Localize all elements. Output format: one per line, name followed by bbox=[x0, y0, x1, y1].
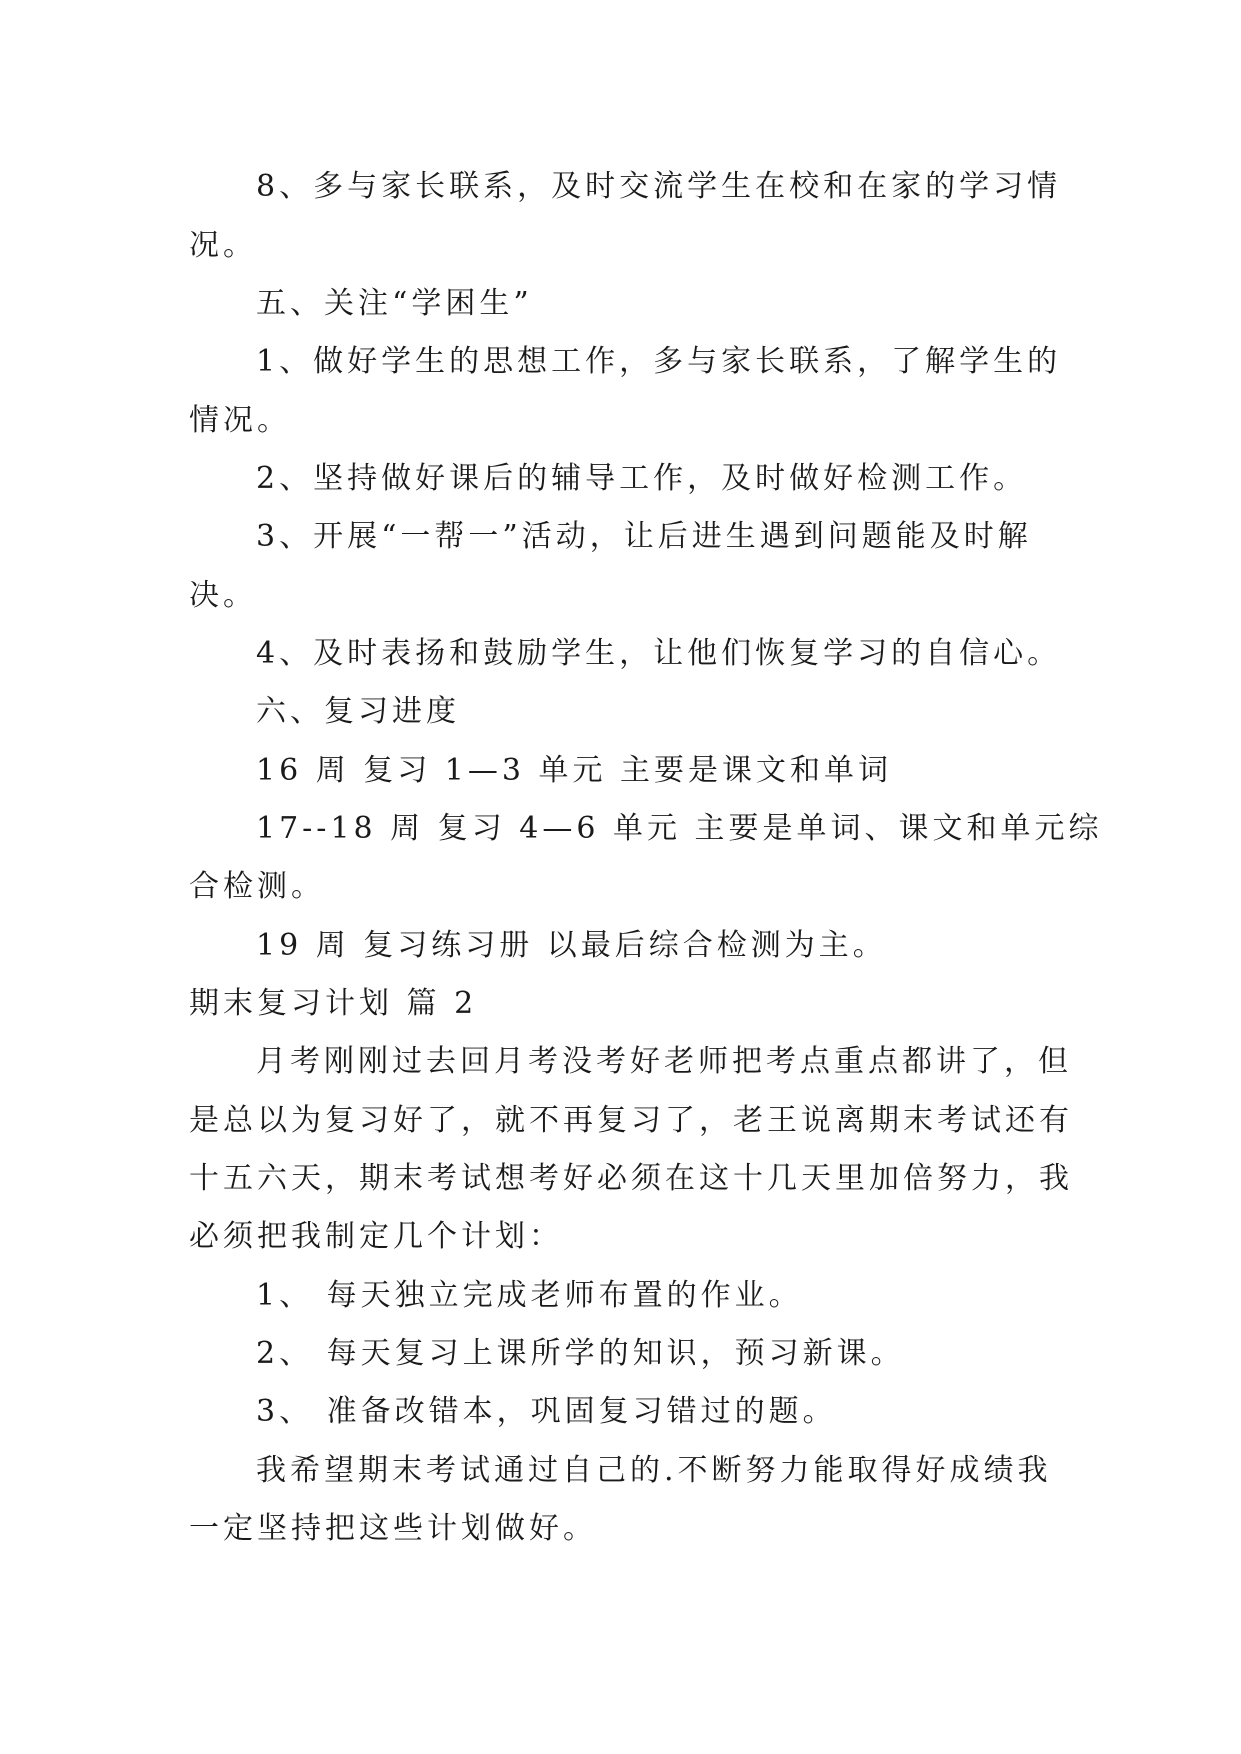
paragraph-line: 况。 bbox=[189, 228, 257, 263]
paragraph-line: 一定坚持把这些计划做好。 bbox=[189, 1511, 597, 1546]
paragraph-line: 1、做好学生的思想工作，多与家长联系，了解学生的 bbox=[256, 344, 1062, 379]
paragraph-line: 4、及时表扬和鼓励学生，让他们恢复学习的自信心。 bbox=[256, 636, 1062, 671]
paragraph-line: 我希望期末考试通过自己的.不断努力能取得好成绩我 bbox=[256, 1453, 1052, 1488]
paragraph-line: 必须把我制定几个计划： bbox=[189, 1219, 563, 1254]
list-item: 2、 每天复习上课所学的知识，预习新课。 bbox=[256, 1336, 905, 1371]
schedule-line: 合检测。 bbox=[189, 869, 325, 904]
list-item: 3、 准备改错本，巩固复习错过的题。 bbox=[256, 1394, 837, 1429]
list-item: 1、 每天独立完成老师布置的作业。 bbox=[256, 1278, 803, 1313]
schedule-line: 16 周 复习 1—3 单元 主要是课文和单词 bbox=[256, 753, 893, 788]
section-heading: 六、复习进度 bbox=[256, 694, 460, 729]
paragraph-line: 2、坚持做好课后的辅导工作，及时做好检测工作。 bbox=[256, 461, 1028, 496]
article-title: 期末复习计划 篇 2 bbox=[189, 986, 478, 1021]
paragraph-line: 3、开展“一帮一”活动，让后进生遇到问题能及时解 bbox=[256, 519, 1032, 554]
paragraph-line: 8、多与家长联系，及时交流学生在校和在家的学习情 bbox=[256, 169, 1062, 204]
schedule-line: 17--18 周 复习 4—6 单元 主要是单词、课文和单元综 bbox=[256, 811, 1103, 846]
paragraph-line: 十五六天，期末考试想考好必须在这十几天里加倍努力，我 bbox=[189, 1161, 1073, 1196]
paragraph-line: 是总以为复习好了，就不再复习了，老王说离期末考试还有 bbox=[189, 1103, 1073, 1138]
paragraph-line: 决。 bbox=[189, 578, 257, 613]
paragraph-line: 月考刚刚过去回月考没考好老师把考点重点都讲了，但 bbox=[256, 1044, 1072, 1079]
schedule-line: 19 周 复习练习册 以最后综合检测为主。 bbox=[256, 928, 887, 963]
section-heading: 五、关注“学困生” bbox=[256, 286, 533, 321]
paragraph-line: 情况。 bbox=[189, 403, 291, 438]
